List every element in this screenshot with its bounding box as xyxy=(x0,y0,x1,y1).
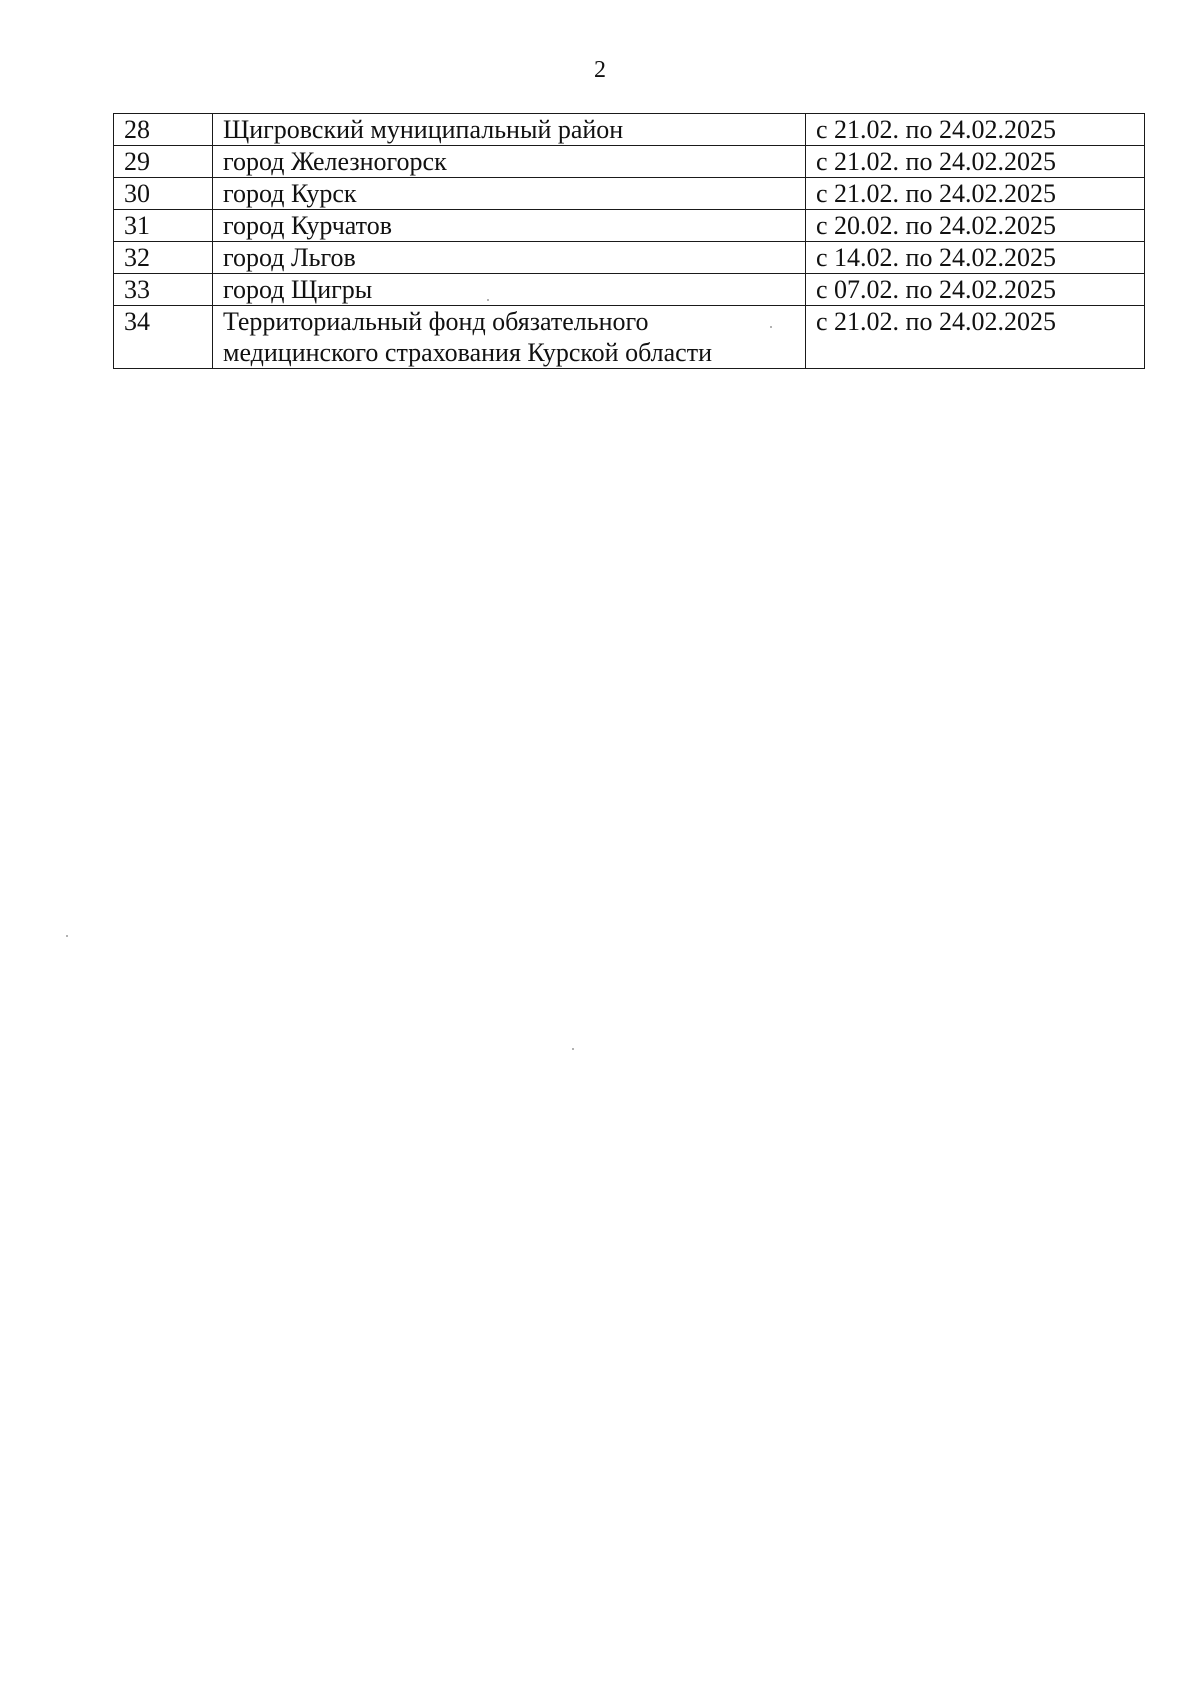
row-number: 33 xyxy=(114,274,213,306)
organization-name-line: город Щигры xyxy=(223,275,373,304)
organization-name-line: город Курчатов xyxy=(223,211,392,240)
row-number: 30 xyxy=(114,178,213,210)
period: с 14.02. по 24.02.2025 xyxy=(806,242,1145,274)
organization-name xyxy=(213,114,806,146)
organization-name-line: город Курск xyxy=(223,179,357,208)
table-row xyxy=(114,274,1145,306)
organization-name xyxy=(213,274,806,306)
scan-speck xyxy=(572,1048,574,1050)
organization-name xyxy=(213,146,806,178)
organization-name-line: Территориальный фонд обязательного xyxy=(223,307,649,336)
table-row xyxy=(114,242,1145,274)
row-number: 34 xyxy=(114,306,213,369)
organization-name-line: Щигровский муниципальный район xyxy=(223,115,624,144)
table-row xyxy=(114,146,1145,178)
organization-name xyxy=(213,178,806,210)
schedule-table xyxy=(113,113,1145,369)
period: с 21.02. по 24.02.2025 xyxy=(806,178,1145,210)
table-row xyxy=(114,210,1145,242)
row-number: 31 xyxy=(114,210,213,242)
table-row xyxy=(114,114,1145,146)
period: с 20.02. по 24.02.2025 xyxy=(806,210,1145,242)
organization-name xyxy=(213,242,806,274)
period: с 21.02. по 24.02.2025 xyxy=(806,114,1145,146)
organization-name-line: город Льгов xyxy=(223,243,356,272)
table-row xyxy=(114,306,1145,369)
scan-speck xyxy=(770,326,772,328)
period: с 21.02. по 24.02.2025 xyxy=(806,306,1145,369)
organization-name xyxy=(213,306,806,369)
organization-name xyxy=(213,210,806,242)
organization-name-line: город Железногорск xyxy=(223,147,447,176)
page-number: 2 xyxy=(594,57,606,83)
scan-speck xyxy=(66,935,68,937)
scan-speck xyxy=(487,299,489,301)
row-number: 32 xyxy=(114,242,213,274)
row-number: 28 xyxy=(114,114,213,146)
period: с 07.02. по 24.02.2025 xyxy=(806,274,1145,306)
period: с 21.02. по 24.02.2025 xyxy=(806,146,1145,178)
table-row xyxy=(114,178,1145,210)
organization-name-line: медицинского страхования Курской области xyxy=(223,338,712,367)
row-number: 29 xyxy=(114,146,213,178)
